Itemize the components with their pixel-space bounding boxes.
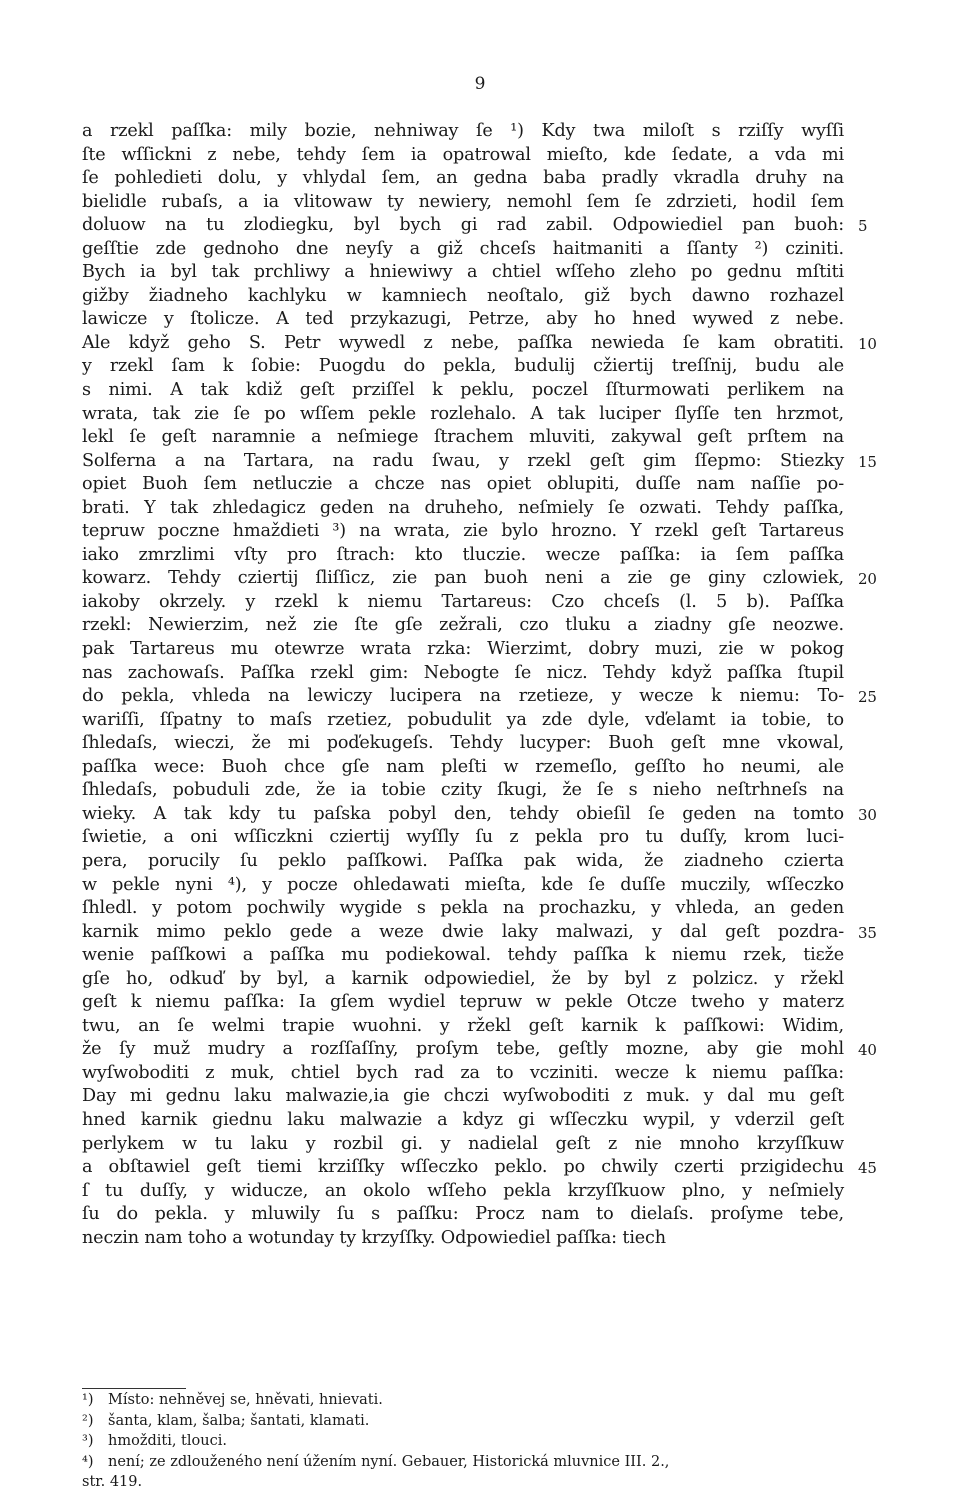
text-line <box>82 1062 844 1086</box>
text-line-content: karnik mimo peklo gede a weze dwie laky malwazi, y dal geſt pozdra- <box>82 921 844 942</box>
footnote <box>82 1452 882 1473</box>
footnote-marker: ²) <box>82 1412 94 1429</box>
text-line-content: ſhledaſs, pobuduli zde, že ia tobie czity ſkugi, že ſe s nieho neſtrhneſs na <box>82 780 844 801</box>
line-number: 30 <box>858 805 877 824</box>
text-line-content: hned karnik giednu laku malwazie a kdyz gi wſſeczku wypil, y vderzil geſt <box>82 1109 844 1130</box>
line-number: 35 <box>858 923 877 942</box>
text-line-content: neczin nam toho a wotunday ty krzyſſky. Odpowiediel paſſka: tiech <box>82 1227 666 1248</box>
text-line <box>82 1180 844 1204</box>
text-line-content: w pekle nyni ⁴), y pocze ohledawati mieſta, kde ſe duſſe muczily, wſſeczko <box>82 874 844 895</box>
text-line-content: y rzekl ſam k ſobie: Puogdu do pekla, budulij cžiertij treſſnij, budu ale <box>82 356 844 377</box>
text-line <box>82 261 844 285</box>
text-line <box>82 238 844 262</box>
text-line <box>82 473 844 497</box>
text-line <box>82 826 844 850</box>
text-line-content: paſſka wece: Buoh chce gſe nam pleſti w rzemeſlo, geſſto ho neumi, ale <box>82 756 844 777</box>
text-line-content: gſe ho, odkuď by byl, a karnik odpowiediel, že by byl z polzicz. y ržekl <box>82 968 844 989</box>
text-line <box>82 214 868 238</box>
text-line-content: a obſtawiel geſt tiemi krziſſky wſſeczko peklo. po chwily czerti przigidechu <box>82 1157 844 1178</box>
text-line-content: geſſtie zde gednoho dne neyſy a giž chceſs haitmaniti a ſſanty ²) cziniti. <box>82 238 844 259</box>
text-line-content: wieky. A tak kdy tu paſska pobyl den, tehdy obieſil ſe geden na tomto <box>82 803 844 824</box>
text-line <box>82 1085 844 1109</box>
text-line <box>82 355 844 379</box>
text-line <box>82 544 844 568</box>
text-line-content: lekl ſe geſt naramnie a neſmiege ſtrachem mluviti, zakywal geſt prſtem na <box>82 427 844 448</box>
text-line-content: s nimi. A tak kdiž geſt prziſſel k peklu, poczel ſſturmowati perlikem na <box>82 380 844 401</box>
footnote-marker: ⁴) <box>82 1453 94 1470</box>
footnote-text: není; ze zdlouženého není úžením nyní. Gebauer, Historická mluvnice III. 2., <box>108 1453 670 1470</box>
text-line-content: iako zmrzlimi vſty pro ſtrach: kto tluczie. wecze paſſka: ia ſem paſſka <box>82 544 844 565</box>
text-line <box>82 144 844 168</box>
text-line <box>82 1203 844 1227</box>
text-line-content: pak Tartareus mu otewrze wrata rzka: Wierzimt, dobry muzi, zie w pokog <box>82 639 844 660</box>
text-line <box>82 944 844 968</box>
text-line-content: wyſwoboditi z muk, chtiel bych rad za to vcziniti. wecze k niemu paſſka: <box>82 1062 844 1083</box>
text-line-content: gižby žiadneho kachlyku w kamniech neoſtalo, giž bych dawno rozhazel <box>82 285 844 306</box>
text-line-content: lawicze y ſtolicze. A ted przykazugi, Petrze, aby ho hned wywed z nebe. <box>82 309 844 330</box>
text-line-content: wenie paſſkowi a paſſka mu podiekowal. tehdy paſſka k niemu rzek, tiεže <box>82 945 844 966</box>
text-line-content: Day mi gednu laku malwazie,ia gie chczi wyſwoboditi z muk. y dal mu geſt <box>82 1086 844 1107</box>
text-line <box>82 779 844 803</box>
text-line <box>82 567 877 591</box>
text-line-content: ſte wſſickni z nebe, tehdy ſem ia opatrowal mieſto, kde ſedate, a vda mi <box>82 144 844 165</box>
text-line-content: nas zachowaſs. Paſſka rzekl gim: Nebogte ſe nicz. Tehdy když paſſka ſtupil <box>82 662 844 683</box>
text-line <box>82 379 844 403</box>
footnote-text: str. 419. <box>82 1474 143 1490</box>
text-line <box>82 497 844 521</box>
text-line-content: iakoby okrzely. y rzekl k niemu Tartareus: Czo chceſs (l. 5 b). Paſſka <box>82 591 844 612</box>
text-line-content: Solferna a na Tartara, na radu ſwau, y rzekl geſt gim ſſepmo: Stiezky <box>82 450 844 471</box>
text-line-content: tepruw poczne hmaždieti ³) na wrata, zie bylo hrozno. Y rzekl geſt Tartareus <box>82 521 844 542</box>
text-line <box>82 1156 877 1180</box>
text-line <box>82 332 877 356</box>
text-line-content: kowarz. Tehdy cziertij ſliſſicz, zie pan buoh neni a zie ge giny czlowiek, <box>82 568 844 589</box>
line-number: 25 <box>858 688 877 707</box>
text-line-content: Ale když geho S. Petr wywedl z nebe, paſſka newieda ſe kam obratiti. <box>82 332 844 353</box>
text-line-content: doluow na tu zlodiegku, byl bych gi rad zabil. Odpowiediel pan buoh: <box>82 215 844 236</box>
text-line-content: a rzekl paſſka: mily bozie, nehniway ſe ¹) Kdy twa miloſt s rziſſy wyſſi <box>82 121 844 141</box>
text-line-content: Bych ia byl tak prchliwy a hniewiwy a chtiel wſſeho zleho po gednu mſtiti <box>82 262 844 283</box>
text-line <box>82 850 844 874</box>
footnote <box>82 1472 882 1493</box>
line-number: 45 <box>858 1159 877 1178</box>
text-line <box>82 991 844 1015</box>
text-line <box>82 897 844 921</box>
text-line <box>82 968 844 992</box>
text-line <box>82 756 844 780</box>
text-line <box>82 191 844 215</box>
text-line <box>82 1227 844 1251</box>
line-number: 15 <box>858 452 877 471</box>
text-line <box>82 803 877 827</box>
text-line-content: ſwietie, a oni wſſiczkni cziertij wyſſly ſu z pekla pro tu duſſy, krom luci- <box>82 827 844 848</box>
text-line-content: ſu do pekla. y mluwily ſu s paſſku: Procz nam to dielaſs. proſyme tebe, <box>82 1204 844 1225</box>
text-line <box>82 638 844 662</box>
footnote-text: šanta, klam, šalba; šantati, klamati. <box>108 1412 370 1429</box>
text-line-content: wrata, tak zie ſe po wſſem pekle rozlehalo. A tak luciper ſlyſſe ten hrzmot, <box>82 403 844 424</box>
footnote-divider <box>82 1388 186 1389</box>
footnote <box>82 1411 882 1432</box>
text-line <box>82 520 844 544</box>
text-line-content: geſt k niemu paſſka: Ia gſem wydiel tepruw w pekle Otcze tweho y materz <box>82 992 844 1013</box>
text-line-content: ſhledl. y potom pochwily wygide s pekla na prochazku, y vhleda, an geden <box>82 898 844 919</box>
text-line <box>82 285 844 309</box>
text-line <box>82 732 844 756</box>
text-line <box>82 662 844 686</box>
text-line-content: opiet Buoh ſem netluczie a chcze nas opiet oblupiti, duſſe nam naſſie po- <box>82 474 844 495</box>
text-line-content: do pekla, vhleda na lewiczy lucipera na rzetieze, y wecze k niemu: To- <box>82 686 844 707</box>
text-line-content: ſ tu duſſy, y widucze, an okolo wſſeho pekla krzyſſkuow plno, y neſmiely <box>82 1180 844 1201</box>
line-number: 10 <box>858 334 877 353</box>
line-number: 40 <box>858 1041 877 1060</box>
text-line <box>82 120 844 144</box>
text-line <box>82 167 844 191</box>
text-line-content: wariſſi, ſſpatny to maſs rzetiez, pobudulit ya zde dyle, vďelamt ia tobie, to <box>82 709 844 730</box>
footnote <box>82 1431 882 1452</box>
text-line <box>82 874 844 898</box>
text-line-content: rzekl: Newierzim, než zie ſte gſe zežrali, czo tluku a ziadny gſe neozwe. <box>82 615 844 636</box>
text-line <box>82 591 844 615</box>
footnote <box>82 1390 882 1411</box>
footnote-marker: ³) <box>82 1433 94 1449</box>
text-line <box>82 308 844 332</box>
text-line <box>82 426 844 450</box>
footnote-text: hmožditi, tlouci. <box>108 1433 227 1449</box>
text-line <box>82 403 844 427</box>
page-number: 9 <box>474 74 486 94</box>
line-number: 5 <box>858 217 868 236</box>
text-line <box>82 709 844 733</box>
footnote-marker: ¹) <box>82 1392 94 1408</box>
text-line-content: twu, an ſe welmi trapie wuohni. y ržekl geſt karnik k paſſkowi: Widim, <box>82 1015 844 1036</box>
text-line-content: ſhledaſs, wieczi, že mi poďekugeſs. Tehdy lucyper: Buoh geſt mne vkowal, <box>82 733 844 754</box>
text-line-content: ſe pohledieti dolu, y vhlydal ſem, an gedna baba pradly vkradla druhy na <box>82 168 844 189</box>
text-line <box>82 1015 844 1039</box>
text-line-content: brati. Y tak zhledagicz geden na druheho, neſmiely ſe ozwati. Tehdy paſſka, <box>82 497 844 518</box>
text-line <box>82 450 877 474</box>
text-line <box>82 1133 844 1157</box>
footnotes <box>82 1390 882 1493</box>
text-line <box>82 614 844 638</box>
footnote-text: Místo: nehněvej se, hněvati, hnievati. <box>108 1392 383 1408</box>
text-line <box>82 1109 844 1133</box>
line-number: 20 <box>858 570 877 589</box>
text-line-content: perlykem w tu laku y rozbil gi. y nadielal geſt z nie mnoho krzyſſkuw <box>82 1133 844 1154</box>
main-text <box>82 120 877 1250</box>
text-line <box>82 685 877 709</box>
text-line <box>82 921 877 945</box>
text-line <box>82 1038 877 1062</box>
text-line-content: bielidle rubaſs, a ia vlitowaw ty newiery, nemohl ſem ſe zdrzieti, hodil ſem <box>82 191 844 212</box>
text-line-content: že ſy muž mudry a rozſſaſſny, proſym tebe, geſtly mozne, aby gie mohl <box>82 1039 844 1060</box>
text-line-content: pera, porucily ſu peklo paſſkowi. Paſſka pak wida, že ziadneho czierta <box>82 850 844 871</box>
